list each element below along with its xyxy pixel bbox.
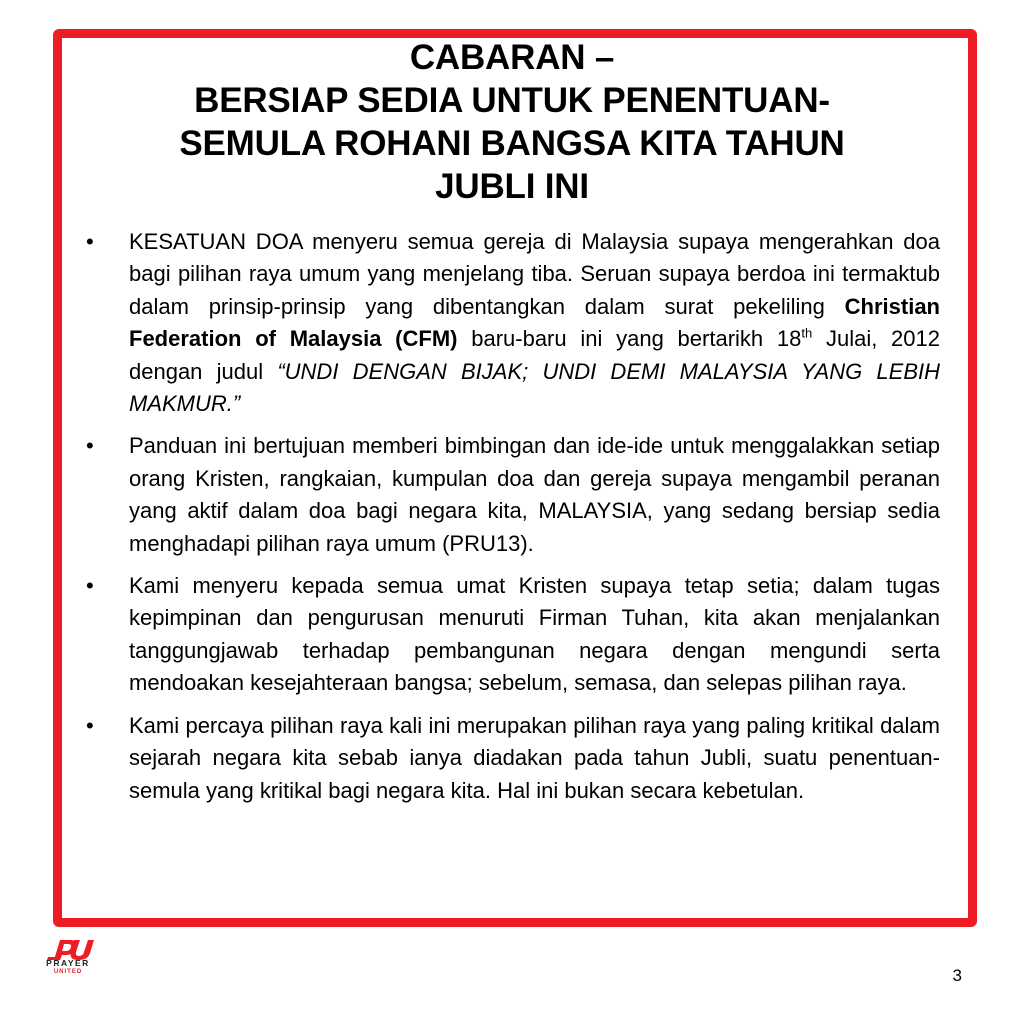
bullet-marker: • (86, 573, 94, 599)
bullet-marker: • (86, 433, 94, 459)
bullet-1-italic-text: “UNDI DENGAN BIJAK; UNDI DEMI MALAYSIA YANG LEBIH MAKMUR.” (129, 358, 940, 417)
bullet-1-text-3: Julai, 2012 dengan judul (129, 326, 941, 384)
title-line-1: CABARAN – (409, 38, 615, 77)
logo-word-united: UNITED (53, 969, 83, 975)
bullet-1-bold-text: Christian Federation of Malaysia (CFM) (129, 293, 940, 352)
bullet-item-1 (84, 226, 940, 420)
title-line-3: SEMULA ROHANI BANGSA KITA TAHUN (179, 124, 845, 163)
bullet-marker: • (86, 712, 94, 738)
bullet-1-text: KESATUAN DOA menyeru semua gereja di Malaysia supaya mengerahkan doa bagi pilihan raya umum yang menjelang tiba. Seruan supaya berdoa ini termaktub dalam prinsip-prinsip yang dibentangkan dalam surat pekeliling (129, 229, 940, 319)
bullet-list (84, 226, 940, 817)
page-number: 3 (952, 966, 962, 985)
bullet-item-4 (84, 710, 940, 807)
title-line-2: BERSIAP SEDIA UNTUK PENENTUAN- (194, 81, 830, 120)
bullet-3-text: Kami menyeru kepada semua umat Kristen supaya tetap setia; dalam tugas kepimpinan dan pengurusan menuruti Firman Tuhan, kita akan menjalankan tanggungjawab terhadap pembangunan negara dengan mengundi serta mendoakan kesejahteraan bangsa; sebelum, semasa, dan selepas pilihan raya. (129, 573, 940, 696)
slide-title (80, 36, 944, 208)
bullet-1-superscript: th (801, 325, 813, 341)
bullet-4-text: Kami percaya pilihan raya kali ini merupakan pilihan raya yang paling kritikal dalam sejarah negara kita sebab ianya diadakan pada tahun Jubli, suatu penentuan-semula yang kritikal bagi negara kita. Hal ini bukan secara kebetulan. (129, 712, 940, 803)
title-line-4: JUBLI INI (435, 167, 589, 206)
logo-word-prayer: PRAYER (46, 958, 90, 968)
bullet-item-2 (84, 430, 940, 560)
bullet-item-3 (84, 570, 940, 700)
bullet-1-text-2: baru-baru ini yang bertarikh 18 (457, 326, 802, 352)
bullet-2-text: Panduan ini bertujuan memberi bimbingan dan ide-ide untuk menggalakkan setiap orang Kristen, rangkaian, kumpulan doa dan gereja supaya mengambil peranan yang aktif dalam doa bagi negara kita, MALAYSIA, yang sedang bersiap sedia menghadapi pilihan raya umum (PRU13). (129, 433, 940, 556)
bullet-marker: • (86, 229, 94, 254)
